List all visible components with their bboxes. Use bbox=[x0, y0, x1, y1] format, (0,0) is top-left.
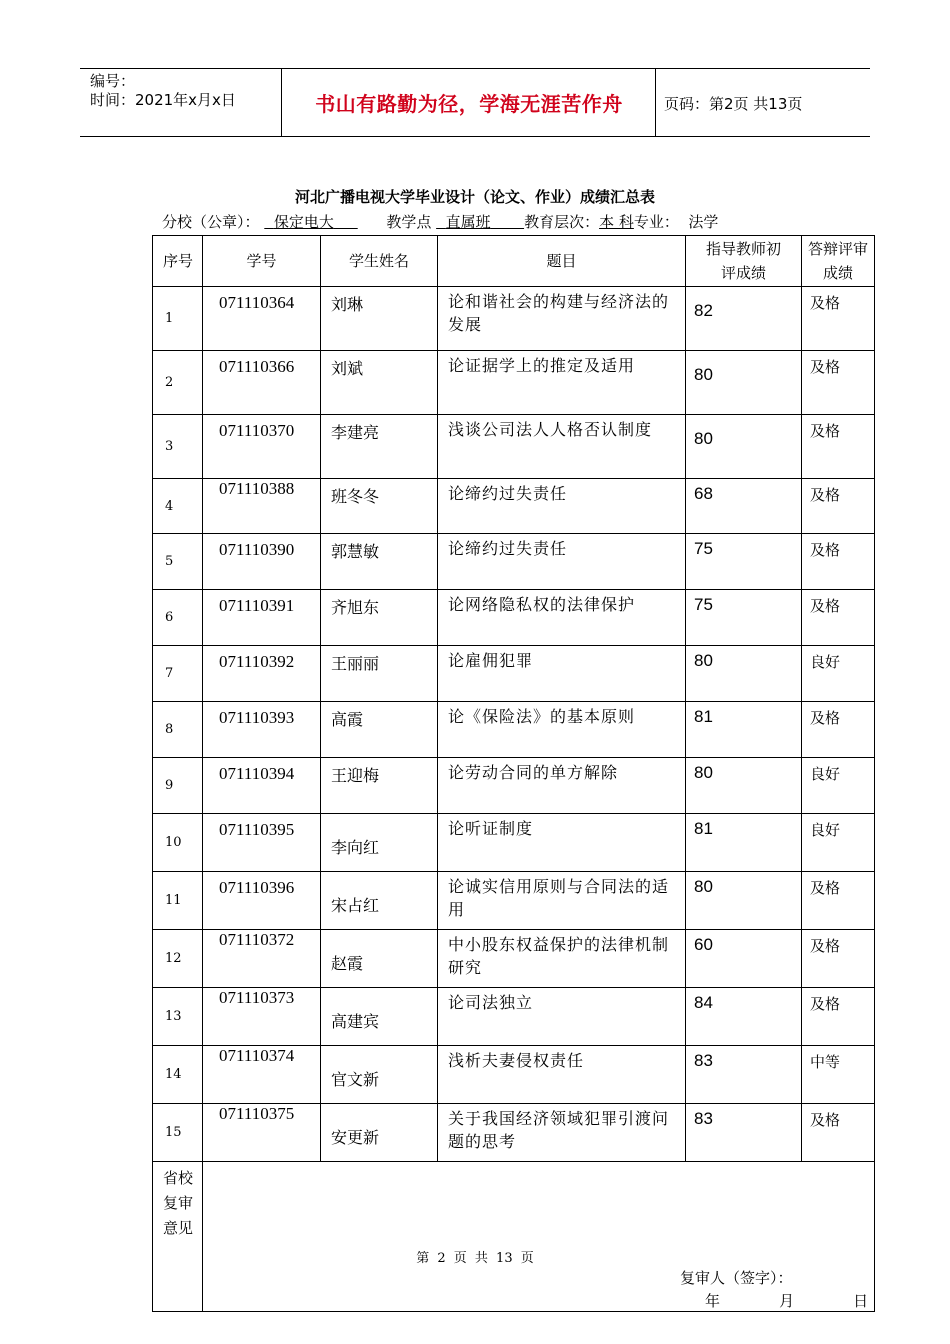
table-row bbox=[153, 930, 875, 988]
header-info bbox=[90, 72, 236, 110]
row-student-id: 071110366 bbox=[203, 351, 321, 415]
table-header-row bbox=[153, 236, 875, 287]
review-row bbox=[153, 1162, 875, 1312]
table-row bbox=[153, 814, 875, 872]
row-student-name: 王迎梅 bbox=[321, 758, 438, 814]
row-advisor-score: 83 bbox=[686, 1104, 802, 1162]
table-row bbox=[153, 479, 875, 534]
document-meta bbox=[162, 211, 718, 232]
row-student-id: 071110370 bbox=[203, 415, 321, 479]
row-defense-score: 及格 bbox=[802, 479, 875, 534]
header-defense-score: 答辩评审成绩 bbox=[802, 236, 875, 287]
table-row bbox=[153, 758, 875, 814]
header-motto: 书山有路勤为径，学海无涯苦作舟 bbox=[315, 91, 623, 116]
header-seq: 序号 bbox=[153, 236, 203, 287]
branch-value: 保定电大 bbox=[273, 213, 334, 231]
level-label: 教育层次： bbox=[524, 213, 600, 231]
row-student-id: 071110395 bbox=[203, 814, 321, 872]
row-student-id: 071110388 bbox=[203, 479, 321, 534]
row-topic: 论劳动合同的单方解除 bbox=[438, 758, 686, 814]
row-advisor-score: 80 bbox=[686, 646, 802, 702]
row-student-id: 071110394 bbox=[203, 758, 321, 814]
row-seq: 9 bbox=[153, 758, 203, 814]
branch-label: 分校（公章）： bbox=[162, 213, 260, 231]
table-row bbox=[153, 415, 875, 479]
row-advisor-score: 84 bbox=[686, 988, 802, 1046]
row-topic: 论证据学上的推定及适用 bbox=[438, 351, 686, 415]
center-label: 教学点 bbox=[386, 213, 432, 231]
row-advisor-score: 75 bbox=[686, 534, 802, 590]
table-row bbox=[153, 351, 875, 415]
row-advisor-score: 83 bbox=[686, 1046, 802, 1104]
row-student-name: 班冬冬 bbox=[321, 479, 438, 534]
table-row bbox=[153, 872, 875, 930]
document-title: 河北广播电视大学毕业设计（论文、作业）成绩汇总表 bbox=[294, 188, 655, 206]
row-advisor-score: 81 bbox=[686, 702, 802, 758]
row-topic: 论缔约过失责任 bbox=[438, 479, 686, 534]
row-defense-score: 及格 bbox=[802, 590, 875, 646]
row-student-name: 刘斌 bbox=[321, 351, 438, 415]
row-seq: 1 bbox=[153, 287, 203, 351]
row-student-id: 071110396 bbox=[203, 872, 321, 930]
row-seq: 8 bbox=[153, 702, 203, 758]
row-topic: 论诚实信用原则与合同法的适用 bbox=[438, 872, 686, 930]
row-student-name: 赵霞 bbox=[321, 930, 438, 988]
row-topic: 论《保险法》的基本原则 bbox=[438, 702, 686, 758]
row-defense-score: 及格 bbox=[802, 930, 875, 988]
header-name: 学生姓名 bbox=[321, 236, 438, 287]
grades-table bbox=[152, 235, 875, 1312]
table-row bbox=[153, 988, 875, 1046]
row-student-name: 王丽丽 bbox=[321, 646, 438, 702]
table-row bbox=[153, 1046, 875, 1104]
row-seq: 2 bbox=[153, 351, 203, 415]
row-topic: 论雇佣犯罪 bbox=[438, 646, 686, 702]
row-defense-score: 中等 bbox=[802, 1046, 875, 1104]
header-bottom-rule bbox=[80, 136, 870, 137]
row-seq: 5 bbox=[153, 534, 203, 590]
row-seq: 11 bbox=[153, 872, 203, 930]
level-value: 本 科 bbox=[599, 213, 634, 231]
center-value: 直属班 bbox=[445, 213, 491, 231]
row-student-name: 高建宾 bbox=[321, 988, 438, 1046]
row-student-name: 官文新 bbox=[321, 1046, 438, 1104]
row-student-id: 071110393 bbox=[203, 702, 321, 758]
row-advisor-score: 60 bbox=[686, 930, 802, 988]
row-student-id: 071110375 bbox=[203, 1104, 321, 1162]
row-student-id: 071110391 bbox=[203, 590, 321, 646]
page-footer: 第 2 页 共 13 页 bbox=[416, 1251, 534, 1266]
table-row bbox=[153, 534, 875, 590]
row-seq: 7 bbox=[153, 646, 203, 702]
row-student-id: 071110390 bbox=[203, 534, 321, 590]
header-advisor-score: 指导教师初评成绩 bbox=[686, 236, 802, 287]
row-defense-score: 良好 bbox=[802, 646, 875, 702]
header-divider bbox=[655, 68, 656, 136]
row-seq: 14 bbox=[153, 1046, 203, 1104]
row-defense-score: 及格 bbox=[802, 534, 875, 590]
row-student-id: 071110374 bbox=[203, 1046, 321, 1104]
row-defense-score: 及格 bbox=[802, 351, 875, 415]
row-seq: 13 bbox=[153, 988, 203, 1046]
row-advisor-score: 80 bbox=[686, 415, 802, 479]
row-seq: 4 bbox=[153, 479, 203, 534]
row-student-name: 李向红 bbox=[321, 814, 438, 872]
row-topic: 论缔约过失责任 bbox=[438, 534, 686, 590]
row-topic: 论网络隐私权的法律保护 bbox=[438, 590, 686, 646]
row-student-id: 071110392 bbox=[203, 646, 321, 702]
document-time-label: 时间：2021年x月x日 bbox=[90, 91, 236, 109]
row-defense-score: 及格 bbox=[802, 872, 875, 930]
row-defense-score: 及格 bbox=[802, 287, 875, 351]
row-topic: 浅析夫妻侵权责任 bbox=[438, 1046, 686, 1104]
header-topic: 题目 bbox=[438, 236, 686, 287]
row-student-name: 宋占红 bbox=[321, 872, 438, 930]
row-advisor-score: 75 bbox=[686, 590, 802, 646]
row-advisor-score: 80 bbox=[686, 758, 802, 814]
row-defense-score: 良好 bbox=[802, 758, 875, 814]
row-topic: 论司法独立 bbox=[438, 988, 686, 1046]
row-seq: 12 bbox=[153, 930, 203, 988]
document-number-label: 编号： bbox=[90, 72, 136, 90]
row-student-id: 071110373 bbox=[203, 988, 321, 1046]
row-advisor-score: 82 bbox=[686, 287, 802, 351]
row-defense-score: 良好 bbox=[802, 814, 875, 872]
header-divider bbox=[281, 68, 282, 136]
major-value: 法学 bbox=[688, 213, 719, 231]
row-student-name: 刘琳 bbox=[321, 287, 438, 351]
table-row bbox=[153, 287, 875, 351]
table-row bbox=[153, 646, 875, 702]
row-topic: 论和谐社会的构建与经济法的发展 bbox=[438, 287, 686, 351]
row-seq: 6 bbox=[153, 590, 203, 646]
row-advisor-score: 80 bbox=[686, 872, 802, 930]
reviewer-signature-label: 复审人（签字）： bbox=[680, 1269, 793, 1287]
row-student-id: 071110372 bbox=[203, 930, 321, 988]
row-student-name: 安更新 bbox=[321, 1104, 438, 1162]
review-date-label: 年 月 日 bbox=[705, 1292, 869, 1310]
row-student-name: 高霞 bbox=[321, 702, 438, 758]
row-student-name: 齐旭东 bbox=[321, 590, 438, 646]
review-comment-area bbox=[203, 1162, 875, 1312]
row-advisor-score: 81 bbox=[686, 814, 802, 872]
header-page-code: 页码：第2页 共13页 bbox=[664, 95, 803, 113]
table-row bbox=[153, 590, 875, 646]
row-topic: 浅谈公司法人人格否认制度 bbox=[438, 415, 686, 479]
row-seq: 3 bbox=[153, 415, 203, 479]
row-defense-score: 及格 bbox=[802, 988, 875, 1046]
row-student-name: 郭慧敏 bbox=[321, 534, 438, 590]
row-student-name: 李建亮 bbox=[321, 415, 438, 479]
row-advisor-score: 68 bbox=[686, 479, 802, 534]
row-defense-score: 及格 bbox=[802, 702, 875, 758]
row-defense-score: 及格 bbox=[802, 1104, 875, 1162]
row-student-id: 071110364 bbox=[203, 287, 321, 351]
row-topic: 论听证制度 bbox=[438, 814, 686, 872]
table-row bbox=[153, 702, 875, 758]
major-label: 专业： bbox=[633, 213, 679, 231]
row-advisor-score: 80 bbox=[686, 351, 802, 415]
row-defense-score: 及格 bbox=[802, 415, 875, 479]
row-topic: 关于我国经济领域犯罪引渡问题的思考 bbox=[438, 1104, 686, 1162]
table-row bbox=[153, 1104, 875, 1162]
row-seq: 10 bbox=[153, 814, 203, 872]
review-label: 省校复审意见 bbox=[153, 1162, 203, 1312]
header-student-id: 学号 bbox=[203, 236, 321, 287]
row-seq: 15 bbox=[153, 1104, 203, 1162]
row-topic: 中小股东权益保护的法律机制研究 bbox=[438, 930, 686, 988]
